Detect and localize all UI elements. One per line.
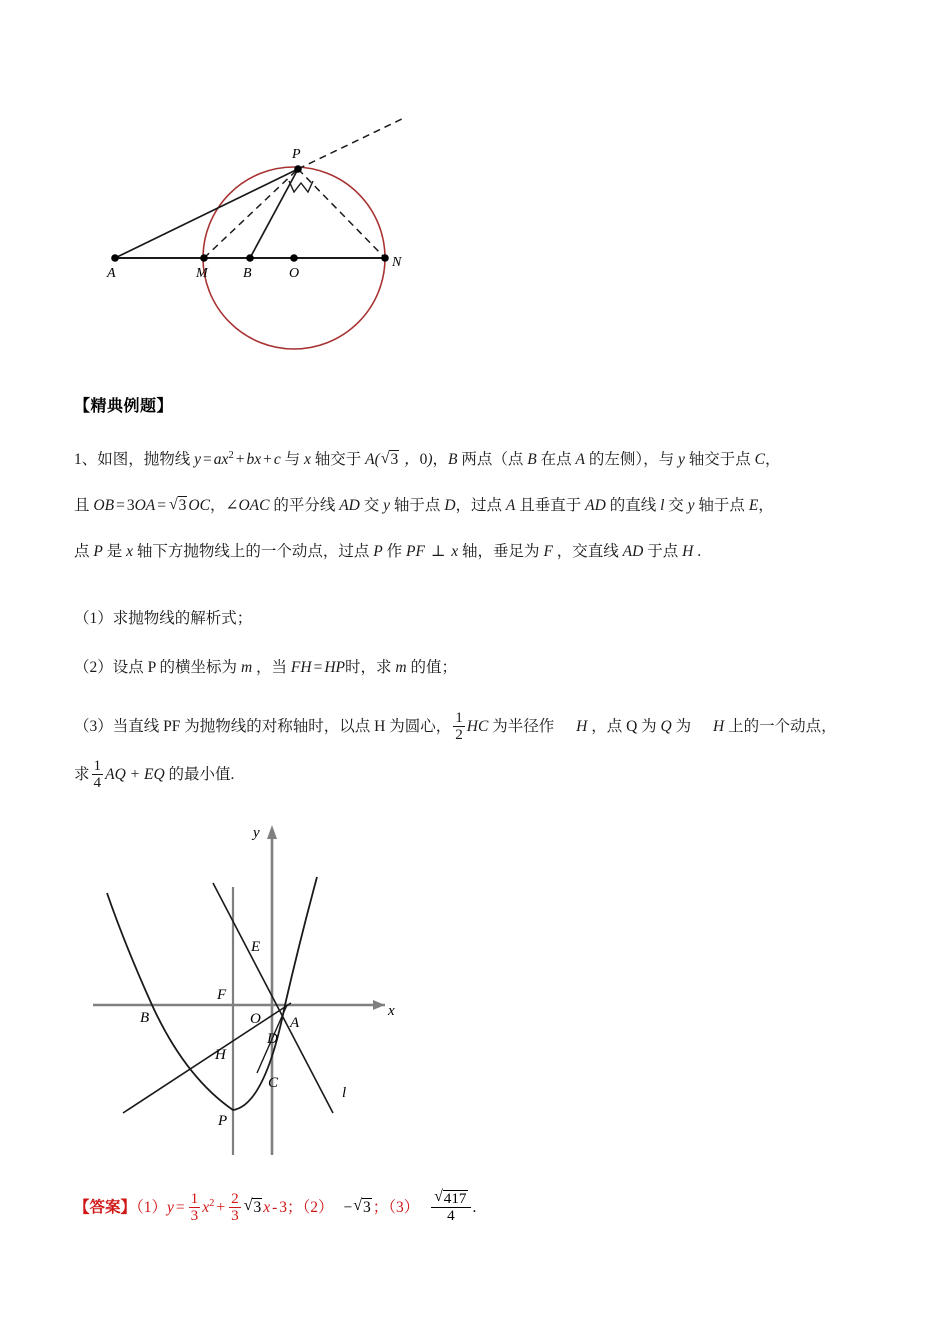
question-2-text-d: 的值；: [406, 659, 457, 676]
label-point-E: E: [251, 939, 261, 955]
label-B: B: [243, 266, 252, 281]
label-x-axis: x: [388, 1003, 395, 1019]
question-2: [74, 659, 457, 678]
answer-line: [74, 1190, 476, 1224]
label-O: O: [289, 266, 300, 281]
answer-part1-number: （1）: [136, 1199, 168, 1217]
fraction-numerator: 2: [231, 1190, 239, 1207]
answer-part1-plus: +: [216, 1199, 226, 1217]
label-line-l: l: [342, 1085, 347, 1101]
parabola-curve: [107, 877, 317, 1110]
question-2-var-m1: m: [240, 659, 253, 676]
figure-parabola-graph: [85, 815, 415, 1165]
statement-text-mid: 与 x 轴交于: [280, 451, 366, 469]
question-3-expression: AQ + EQ: [105, 766, 165, 784]
question-3-number: （3）: [74, 718, 113, 736]
chord-PN-dashed: [298, 169, 385, 258]
answer-part3-fraction: [431, 1190, 470, 1224]
segment-AP: [115, 169, 298, 258]
answer-part2-number: （2）: [302, 1199, 334, 1217]
tangent-ray-dashed: [298, 117, 406, 169]
answer-part1-minus: -: [272, 1199, 278, 1217]
label-M: M: [196, 266, 208, 281]
point-P: [294, 165, 302, 173]
label-point-A: A: [290, 1015, 300, 1031]
statement-text-pre: 如图，抛物线: [97, 451, 195, 469]
problem-statement-line-3: [74, 543, 701, 562]
label-point-H: H: [215, 1047, 226, 1063]
problem-statement-line-2: [74, 496, 774, 516]
question-2-equation: FH = HP: [290, 659, 345, 676]
fraction-denominator: 3: [231, 1206, 239, 1224]
statement-text-post: ，B 两点（点 B 在点 A 的左侧），与 y 轴交于点 C，: [432, 451, 781, 469]
question-3-circle-center-2: H: [712, 718, 725, 736]
answer-part1-x-squared: $x^2$: [202, 1197, 215, 1217]
answer-part1-x-term: x: [263, 1199, 271, 1217]
question-3-line-2: [74, 758, 234, 791]
fraction-denominator: 3: [190, 1206, 199, 1224]
problem-statement-line-1: [74, 450, 781, 470]
fraction-numerator: 1: [93, 757, 102, 774]
segment-BP: [250, 169, 298, 258]
label-point-B: B: [140, 1010, 150, 1026]
label-N: N: [392, 255, 402, 270]
figure-circle-svg: [70, 95, 470, 375]
question-3-fraction-quarter: [92, 758, 104, 791]
question-1: [74, 610, 252, 629]
label-point-D: D: [267, 1031, 278, 1047]
question-2-text-c: 时，求: [345, 659, 396, 676]
question-2-text-a: 设点 P 的横坐标为: [112, 659, 241, 676]
statement-line3-text: 点 P 是 x 轴下方抛物线上的一个动点，过点 P 作 PF ⊥ x 轴，垂足为 F ，交直线 AD 于点 H .: [74, 543, 702, 560]
question-3-text-c: ，点 Q 为: [587, 718, 661, 736]
point-B: [246, 254, 254, 262]
fraction-denominator: 4: [431, 1207, 470, 1224]
question-3-text-wei: 为: [671, 718, 695, 736]
section-heading: 【精典例题】: [74, 398, 174, 415]
question-3-line2-post: 的最小值.: [164, 766, 235, 784]
answer-fraction-one-third: [189, 1191, 201, 1224]
label-point-F: F: [217, 987, 227, 1003]
answer-part1-sqrt3: √ 3: [244, 1198, 262, 1217]
answer-fraction-two-thirds: [229, 1191, 241, 1224]
question-3-text-b: 为半径作: [488, 718, 559, 736]
answer-part3-number: （3）: [388, 1199, 420, 1217]
question-2-var-m2: m: [395, 659, 407, 676]
question-2-text-b: ，当: [252, 659, 291, 676]
x-axis-arrow: [373, 1000, 385, 1010]
question-2-number: （2）: [74, 659, 113, 676]
answer-part1-y: y: [167, 1199, 174, 1217]
y-axis-arrow: [267, 825, 277, 839]
answer-part2-separator: ；: [372, 1199, 389, 1217]
right-angle-mark-P: [289, 181, 313, 192]
fraction-denominator: 2: [455, 725, 463, 743]
point-O: [290, 254, 298, 262]
label-A: A: [107, 266, 116, 281]
question-3-text-d: 上的一个动点，: [724, 718, 837, 736]
label-P: P: [292, 147, 301, 162]
statement-line2-text: 且 OB = 3OA = √ 3 OC，∠OAC 的平分线 AD 交 y 轴于点 D，过点 A 且垂直于 AD 的直线 l 交 y 轴于点 E，: [74, 497, 774, 514]
fraction-numerator: √ 417: [431, 1190, 470, 1207]
point-A-coords: A( √ 3 ，0): [365, 451, 432, 468]
chord-MP-dashed: [204, 169, 298, 258]
question-3-text-a: 当直线 PF 为抛物线的对称轴时，以点 H 为圆心，: [112, 718, 452, 736]
label-point-P: P: [218, 1113, 228, 1129]
point-M: [200, 254, 208, 262]
answer-part1-equals: =: [175, 1199, 185, 1217]
question-3-circle-center-1: H: [576, 718, 588, 736]
point-A: [111, 254, 119, 262]
figure-parabola-svg: [85, 815, 415, 1165]
fraction-numerator: 1: [455, 709, 463, 726]
figure-circle-tangent: [70, 95, 470, 375]
label-point-C: C: [268, 1075, 279, 1091]
equation-parabola: $y = ax^2$ + bx + c: [194, 450, 281, 469]
problem-number: 1、: [74, 451, 98, 469]
question-3-point-Q: Q: [660, 718, 672, 736]
point-N: [381, 254, 389, 262]
fraction-denominator: 4: [93, 773, 102, 791]
question-3-line-1: [74, 710, 837, 743]
answer-label: 【答案】: [74, 1199, 137, 1217]
question-1-text: 求抛物线的解析式；: [112, 610, 253, 627]
answer-period: .: [472, 1199, 477, 1217]
label-y-axis: y: [253, 825, 260, 841]
fraction-numerator: 1: [190, 1190, 199, 1207]
question-1-number: （1）: [74, 610, 113, 627]
answer-part1-constant: 3；: [279, 1199, 303, 1217]
question-3-fraction-half: [453, 710, 465, 743]
question-3-segment-HC: HC: [466, 718, 489, 736]
answer-part2-value: − √ 3: [344, 1199, 373, 1216]
label-point-O: O: [250, 1011, 261, 1027]
question-3-line2-pre: 求: [74, 766, 90, 784]
